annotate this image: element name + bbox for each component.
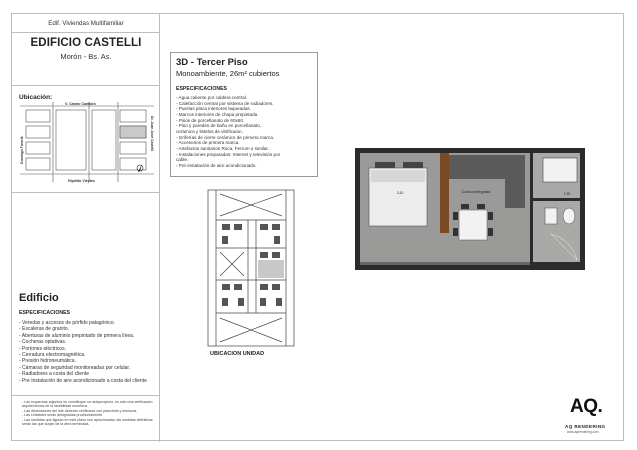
list-item: cable.: [176, 157, 189, 163]
list-item: - Pre Instalación de aire acondicionado a costa del cliente: [19, 377, 147, 384]
title-block: [12, 14, 160, 442]
unit-highlight: [258, 260, 284, 278]
note-item: - Las dimensiones del lote deberán verificarse con planchela y mensura.: [22, 408, 138, 413]
unit-info-box: [170, 52, 318, 177]
list-item: - Piso y paredes de baño en porcellanato,: [176, 123, 262, 129]
list-item: - Marcos interiores de chapa prepintada.: [176, 111, 259, 117]
bathtub-icon: [543, 158, 577, 182]
building-specs-list: [19, 320, 157, 384]
list-item: - Puertas placa interiores laqueadas.: [176, 106, 251, 112]
list-item: - Pre-instalación de aire acondicionado.: [176, 162, 257, 168]
brand-name: AQ RENDERING: [565, 424, 606, 429]
wood-panel: [440, 153, 449, 233]
street-left: Domingo Frencik: [20, 136, 24, 164]
key-plan: [198, 188, 304, 348]
list-item: - Presión hidroneumática.: [19, 358, 76, 365]
disclaimer-notes: [22, 400, 156, 426]
list-item: - Veredas y accesos de pórfido patagónico.: [19, 320, 115, 326]
list-item: cerámica y listelos de vitrificaion.: [176, 128, 243, 134]
list-item: - Accesorios de primera marca.: [176, 140, 240, 146]
unit-subtitle: Monoambiente, 26m² cubiertos: [176, 69, 280, 78]
list-item: - Radiadores a costa del cliente: [19, 371, 90, 378]
brand-url: www.aqrendering.com: [567, 430, 599, 434]
toilet-icon: [563, 208, 575, 224]
list-item: - Aberturas de aluminio prepintado de primera línea.: [19, 332, 135, 339]
unit-specs-title: ESPECIFICACIONES: [176, 86, 228, 92]
street-top: V. Castro Cambón: [65, 102, 96, 106]
note-item: - Las medidas que figuran en este plano son aproximadas, las medidas definitivas serán las que surjan de la obra terminada.: [22, 417, 153, 427]
street-right: Dr. Juan José Castelli: [150, 116, 154, 152]
list-item: - Griferías de cierre cerámico de primera marca.: [176, 134, 275, 140]
building-section-title: Edificio: [19, 292, 59, 304]
list-item: - Escaleras de granito.: [19, 326, 70, 333]
list-item: - Cámaras de seguridad monitoreadas por celular.: [19, 364, 131, 371]
list-item: - Calefacción central por sistema de radiadores.: [176, 100, 274, 106]
list-item: - Cerradura electromagnética.: [19, 352, 86, 359]
location-map: [20, 102, 154, 186]
kitchen-label: Cocina integrada: [461, 190, 491, 194]
building-type-label: Edif. Viviendas Multifamiliar: [12, 14, 160, 33]
lot-highlight: [120, 126, 146, 138]
note-item: - Las esquemas adjuntos no constituyen un anteproyecto, es sólo una verificación arquitectónica de la factibilidad numérica.: [22, 400, 153, 409]
dimension-label: 1.20: [563, 192, 571, 196]
divider: [12, 395, 160, 396]
location-title: Ubicación:: [19, 94, 53, 101]
list-item: - Pisos de porcellanato de 60x60.: [176, 117, 245, 123]
list-item: - Artefactos sanitarios Roca, Ferrum o similar.: [176, 145, 269, 151]
sink-icon: [545, 208, 557, 224]
list-item: - Instalaciones preparadas: Internet y televisión por: [176, 151, 281, 157]
north-arrow-icon: [137, 164, 143, 172]
building-location: Morón - Bs. As.: [60, 52, 112, 61]
list-item: - Agua caliente por caldera central.: [176, 95, 247, 100]
building-name: EDIFICIO CASTELLI: [30, 37, 142, 49]
list-item: - Cocheras optativas.: [19, 339, 67, 346]
dimension-label: 3.10: [396, 191, 404, 195]
unit-floor-plan: [355, 148, 585, 270]
divider: [12, 192, 160, 193]
street-bottom: Hipólito Vieytes: [68, 179, 95, 183]
drawing-sheet: [11, 13, 624, 441]
note-item: - Las Unidades serán designadas provisoriamente.: [22, 413, 104, 418]
divider: [12, 85, 160, 86]
brand-logo: AQ.: [570, 396, 603, 417]
list-item: - Portones eléctricos.: [19, 345, 66, 352]
unit-specs-list: [176, 95, 312, 169]
building-specs-title: ESPECIFICACIONES: [19, 310, 71, 316]
key-plan-caption: UBICACION UNIDAD: [210, 351, 265, 357]
unit-title: 3D - Tercer Piso: [176, 57, 248, 68]
